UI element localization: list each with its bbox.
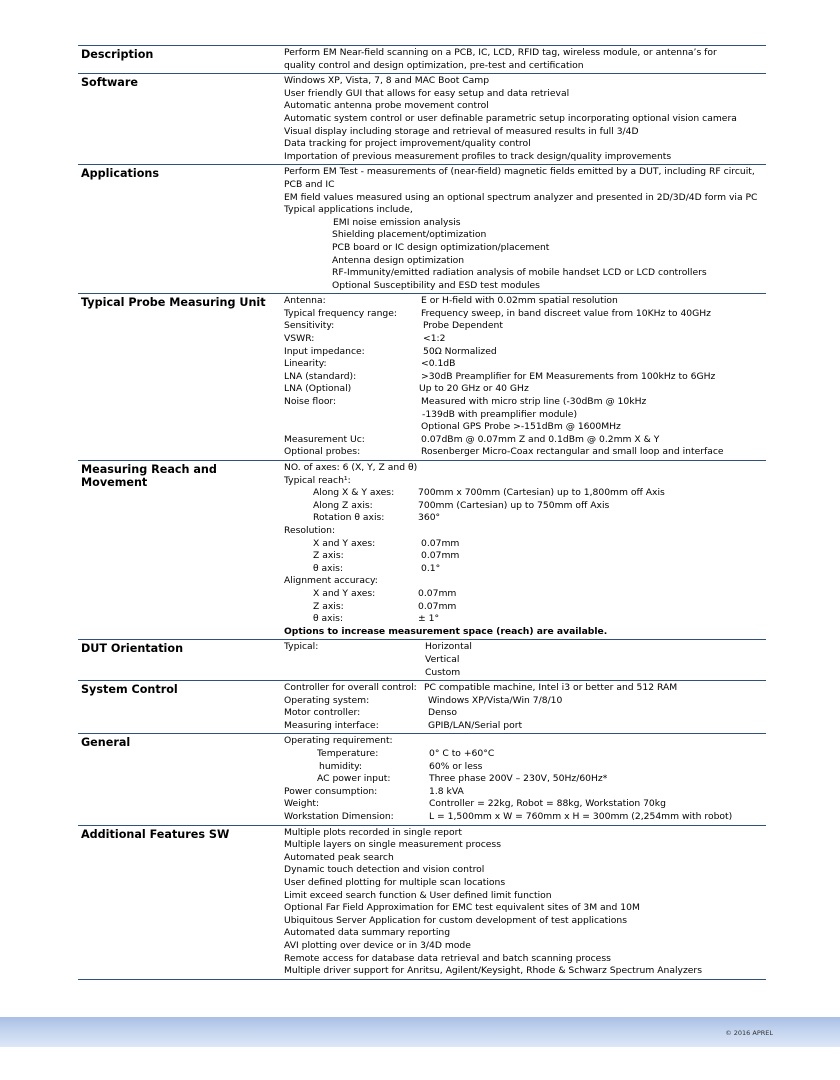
spec-key: Z axis: — [313, 550, 344, 562]
text-line: Optional GPS Probe >-151dBm @ 1600MHz — [421, 421, 621, 433]
spec-row — [284, 550, 766, 563]
spec-key: Measuring interface: — [284, 719, 379, 731]
section-body — [284, 461, 766, 639]
text-line: AVI plotting over device or in 3/4D mode — [284, 939, 471, 951]
spec-key: Power consumption: — [284, 785, 378, 797]
text-line: Data tracking for project improvement/quality control — [284, 138, 531, 150]
spec-value: L = 1,500mm x W = 760mm x H = 300mm (2,254mm with robot) — [429, 811, 733, 823]
text-line: Remote access for database data retrieval and batch scanning process — [284, 952, 611, 964]
text-line: Visual display including storage and retrieval of measured results in full 3/4D — [284, 125, 639, 137]
spec-value: ± 1° — [418, 613, 440, 625]
spec-row — [284, 601, 766, 614]
spec-row — [284, 707, 766, 720]
section-label: Typical Probe Measuring Unit — [81, 296, 266, 310]
section-body — [284, 826, 766, 979]
spec-value: >30dB Preamplifier for EM Measurements from 100kHz to 6GHz — [421, 370, 716, 382]
spec-key: Temperature: — [317, 748, 379, 760]
spec-key: Noise floor: — [284, 396, 337, 408]
text-line: Antenna design optimization — [332, 254, 465, 266]
spec-value: 1.8 kVA — [429, 785, 464, 797]
spec-row — [284, 538, 766, 551]
spec-row — [284, 371, 766, 384]
spec-value: Up to 20 GHz or 40 GHz — [419, 383, 529, 395]
spec-key: X and Y axes: — [313, 537, 376, 549]
spec-row — [284, 682, 766, 695]
spec-section — [78, 164, 766, 293]
spec-key: X and Y axes: — [313, 587, 376, 599]
text-line: Optional Susceptibility and ESD test modules — [332, 279, 540, 291]
section-body — [284, 165, 766, 293]
text-line: EM field values measured using an optional spectrum analyzer and presented in 2D/3D/4D form via PC — [284, 191, 758, 203]
text-line: Multiple layers on single measurement process — [284, 839, 501, 851]
spec-row — [284, 446, 766, 459]
text-line: Multiple driver support for Anritsu, Agilent/Keysight, Rhode & Schwarz Spectrum Analyzers — [284, 965, 702, 977]
spec-key: Typical: — [284, 641, 319, 653]
text-line: Automated data summary reporting — [284, 927, 451, 939]
text-line: RF-Immunity/emitted radiation analysis of mobile handset LCD or LCD controllers — [332, 267, 707, 279]
spec-value: 700mm (Cartesian) up to 750mm off Axis — [418, 499, 610, 511]
text-line: Ubiquitous Server Application for custom development of test applications — [284, 914, 628, 926]
spec-section — [78, 45, 766, 73]
section-body — [284, 640, 766, 680]
text-line: Resolution: — [284, 524, 336, 536]
spec-section — [78, 293, 766, 460]
spec-row — [284, 346, 766, 359]
spec-row — [284, 748, 766, 761]
section-label: Applications — [81, 167, 160, 181]
spec-key: Along X & Y axes: — [313, 487, 395, 499]
copyright-text: © 2016 APREL — [725, 1029, 773, 1037]
spec-row — [284, 500, 766, 513]
spec-value: PC compatible machine, Intel i3 or better and 512 RAM — [424, 682, 678, 694]
spec-key: Antenna: — [284, 295, 326, 307]
text-line: Automatic antenna probe movement control — [284, 100, 489, 112]
section-label: Software — [81, 76, 138, 90]
spec-row — [284, 811, 766, 824]
spec-table — [78, 45, 766, 980]
spec-value: Rosenberger Micro-Coax rectangular and small loop and interface — [421, 446, 724, 458]
spec-row — [284, 434, 766, 447]
spec-value: Controller = 22kg, Robot = 88kg, Workstation 70kg — [429, 798, 666, 810]
spec-row — [284, 512, 766, 525]
spec-row — [284, 333, 766, 346]
spec-key: Sensitivity: — [284, 320, 335, 332]
text-line: Typical reach¹: — [284, 474, 351, 486]
spec-value: <1:2 — [423, 333, 446, 345]
text-line: Multiple plots recorded in single report — [284, 826, 462, 838]
spec-value: 0° C to +60°C — [429, 748, 495, 760]
text-line: NO. of axes: 6 (X, Y, Z and θ) — [284, 462, 418, 473]
spec-key: Controller for overall control: — [284, 682, 417, 694]
spec-row — [284, 773, 766, 786]
spec-key: Motor controller: — [284, 707, 361, 719]
text-line: Perform EM Test - measurements of (near-field) magnetic fields emitted by a DUT, including RF circuit, — [284, 166, 755, 178]
spec-value: 0.07mm — [418, 587, 457, 599]
spec-section — [78, 733, 766, 824]
spec-key: LNA (Optional) — [284, 383, 352, 395]
spec-row — [284, 798, 766, 811]
spec-row — [284, 588, 766, 601]
spec-key: VSWR: — [284, 333, 315, 345]
spec-section — [78, 825, 766, 980]
text-line: EMI noise emission analysis — [333, 216, 461, 228]
spec-value: 50Ω Normalized — [423, 345, 497, 357]
text-line: User defined plotting for multiple scan locations — [284, 877, 506, 888]
spec-value: Frequency sweep, in band discreet value from 10KHz to 40GHz — [421, 307, 711, 319]
spec-section — [78, 460, 766, 639]
section-body — [284, 681, 766, 733]
spec-section — [78, 73, 766, 164]
spec-row — [284, 358, 766, 371]
spec-row — [284, 695, 766, 708]
text-line: User friendly GUI that allows for easy setup and data retrieval — [284, 87, 570, 99]
section-body — [284, 294, 766, 460]
spec-key: Operating system: — [284, 694, 370, 706]
spec-row — [284, 383, 766, 396]
spec-key: Typical frequency range: — [284, 307, 397, 319]
spec-value: 0.07dBm @ 0.07mm Z and 0.1dBm @ 0.2mm X & Y — [421, 433, 660, 445]
spec-value: 0.07mm — [421, 537, 460, 549]
section-label: Measuring Reach and Movement — [81, 463, 217, 489]
text-line: PCB board or IC design optimization/placement — [332, 241, 550, 253]
text-line: PCB and IC — [284, 178, 335, 190]
spec-key: humidity: — [319, 760, 362, 772]
spec-key: Workstation Dimension: — [284, 811, 394, 823]
spec-row — [284, 786, 766, 799]
spec-key: Linearity: — [284, 358, 327, 370]
spec-value: 0.07mm — [418, 600, 457, 612]
spec-key: θ axis: — [313, 562, 344, 574]
text-line: Operating requirement: — [284, 735, 393, 747]
spec-value: <0.1dB — [421, 358, 456, 370]
spec-row — [284, 641, 766, 654]
spec-row — [284, 308, 766, 321]
text-line: Typical applications include, — [284, 204, 413, 216]
spec-key: Rotation θ axis: — [313, 512, 385, 524]
spec-value: E or H-field with 0.02mm spatial resolution — [421, 295, 618, 307]
section-label: System Control — [81, 683, 178, 697]
spec-value: 0.07mm — [421, 550, 460, 562]
spec-row — [284, 320, 766, 333]
section-body — [284, 74, 766, 164]
spec-section — [78, 680, 766, 733]
spec-value: 0.1° — [421, 562, 441, 574]
spec-row — [284, 761, 766, 774]
spec-value: 60% or less — [429, 760, 483, 772]
text-line: quality control and design optimization, pre-test and certification — [284, 59, 584, 71]
spec-key: Weight: — [284, 798, 320, 810]
text-line: Importation of previous measurement profiles to track design/quality improvements — [284, 150, 672, 162]
spec-value: GPIB/LAN/Serial port — [428, 719, 523, 731]
spec-key: AC power input: — [317, 773, 391, 785]
spec-value: 700mm x 700mm (Cartesian) up to 1,800mm off Axis — [418, 487, 665, 499]
spec-row — [284, 613, 766, 626]
spec-value: 360° — [418, 512, 441, 524]
text-line: Perform EM Near-field scanning on a PCB, IC, LCD, RFID tag, wireless module, or antenna’s for — [284, 47, 717, 58]
spec-key: θ axis: — [313, 613, 344, 625]
spec-value: Denso — [428, 707, 457, 719]
section-body — [284, 46, 766, 73]
spec-section — [78, 639, 766, 680]
footer-bar — [0, 1017, 840, 1047]
text-line: -139dB with preamplifier module) — [422, 408, 578, 420]
section-body — [284, 734, 766, 824]
section-label: DUT Orientation — [81, 642, 184, 656]
text-line: Vertical — [425, 653, 460, 665]
text-line: Custom — [425, 666, 461, 678]
text-line: Dynamic touch detection and vision control — [284, 864, 485, 876]
spec-key: Along Z axis: — [313, 499, 373, 511]
text-line: Limit exceed search function & User defined limit function — [284, 889, 552, 901]
section-label: General — [81, 736, 131, 750]
text-line: Alignment accuracy: — [284, 575, 378, 587]
spec-row — [284, 720, 766, 733]
spec-key: Z axis: — [313, 600, 344, 612]
spec-key: Measurement Uc: — [284, 433, 365, 445]
spec-value: Measured with micro strip line (-30dBm @ 10kHz — [421, 396, 647, 408]
spec-key: Input impedance: — [284, 345, 365, 357]
spec-row — [284, 487, 766, 500]
text-line: Automatic system control or user definable parametric setup incorporating optional vision camera — [284, 112, 737, 124]
spec-row — [284, 295, 766, 308]
spec-key: Optional probes: — [284, 446, 361, 458]
spec-value: Horizontal — [425, 641, 472, 653]
spec-value: Three phase 200V – 230V, 50Hz/60Hz* — [429, 773, 608, 785]
spec-value: Windows XP/Vista/Win 7/8/10 — [428, 694, 563, 706]
text-line: Shielding placement/optimization — [332, 229, 487, 241]
spec-row — [284, 563, 766, 576]
text-line: Optional Far Field Approximation for EMC test equivalent sites of 3M and 10M — [284, 902, 640, 914]
spec-key: LNA (standard): — [284, 370, 357, 382]
text-line: Windows XP, Vista, 7, 8 and MAC Boot Camp — [284, 75, 490, 87]
text-line: Automated peak search — [284, 851, 394, 863]
section-label: Description — [81, 48, 154, 61]
text-line: Options to increase measurement space (reach) are available. — [284, 625, 608, 637]
spec-value: Probe Dependent — [423, 320, 503, 332]
section-label: Additional Features SW — [81, 827, 230, 841]
spec-row — [284, 396, 766, 409]
